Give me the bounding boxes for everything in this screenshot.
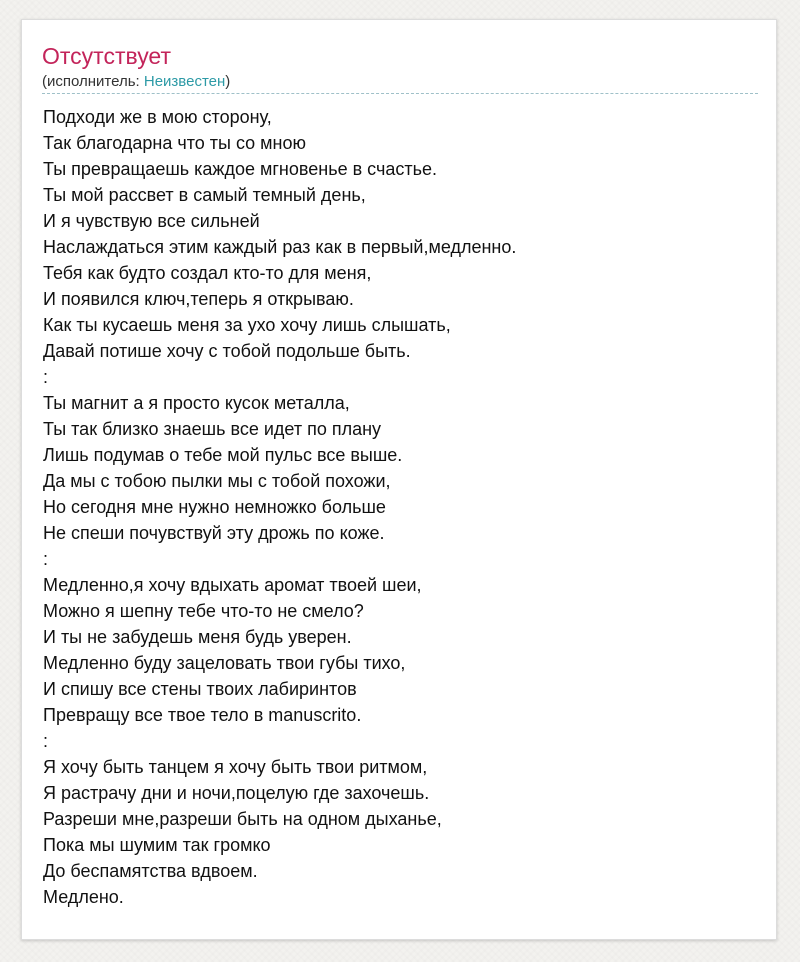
lyric-line: Тебя как будто создал кто-то для меня,: [43, 263, 372, 283]
song-title: Отсутствует: [42, 43, 171, 69]
lyric-line: Медленно,я хочу вдыхать аромат твоей шеи,: [43, 575, 422, 595]
lyric-line: Давай потише хочу с тобой подольше быть.: [43, 341, 411, 361]
lyric-line: Я растрачу дни и ночи,поцелую где захочешь.: [43, 783, 430, 803]
artist-line: [42, 73, 230, 91]
artist-prefix: (исполнитель:: [42, 73, 144, 90]
lyric-line: Ты превращаешь каждое мгновенье в счастье.: [43, 159, 437, 179]
lyric-line: Лишь подумав о тебе мой пульс все выше.: [43, 445, 403, 465]
lyric-line: И спишу все стены твоих лабиринтов: [43, 679, 357, 699]
lyric-line: Не спеши почувствуй эту дрожь по коже.: [43, 523, 385, 543]
lyric-line: Но сегодня мне нужно немножко больше: [43, 497, 386, 517]
lyric-line: До беспамятства вдвоем.: [43, 861, 258, 881]
lyric-line: Как ты кусаешь меня за ухо хочу лишь слышать,: [43, 315, 451, 335]
artist-suffix: ): [225, 73, 231, 90]
artist-link[interactable]: Неизвестен: [143, 73, 226, 90]
lyric-line: Так благодарна что ты со мною: [43, 133, 307, 153]
lyrics-card: [21, 19, 777, 940]
lyric-line: И ты не забудешь меня будь уверен.: [43, 627, 352, 647]
lyric-line: Разреши мне,разреши быть на одном дыханье,: [43, 809, 442, 829]
lyric-line: Превращу все твое тело в manuscrito.: [43, 705, 362, 725]
title-divider: [42, 93, 758, 94]
lyric-line: И появился ключ,теперь я открываю.: [43, 289, 354, 309]
lyric-line: Медлено.: [43, 887, 124, 907]
lyric-line: :: [43, 549, 49, 569]
lyric-line: Ты магнит а я просто кусок металла,: [43, 393, 350, 413]
lyric-line: Да мы с тобою пылки мы с тобой похожи,: [43, 471, 391, 491]
lyric-line: Наслаждаться этим каждый раз как в первый,медленно.: [43, 237, 517, 257]
lyric-line: Пока мы шумим так громко: [43, 835, 271, 855]
lyric-line: Ты так близко знаешь все идет по плану: [43, 419, 382, 439]
lyric-line: И я чувствую все сильней: [43, 211, 260, 231]
lyric-line: Можно я шепну тебе что-то не смело?: [43, 601, 364, 621]
lyric-line: Ты мой рассвет в самый темный день,: [43, 185, 366, 205]
lyrics-text: [43, 104, 516, 910]
lyric-line: :: [43, 731, 49, 751]
lyric-line: :: [43, 367, 49, 387]
lyric-line: Медленно буду зацеловать твои губы тихо,: [43, 653, 406, 673]
lyric-line: Подходи же в мою сторону,: [43, 107, 272, 127]
lyric-line: Я хочу быть танцем я хочу быть твои ритмом,: [43, 757, 428, 777]
